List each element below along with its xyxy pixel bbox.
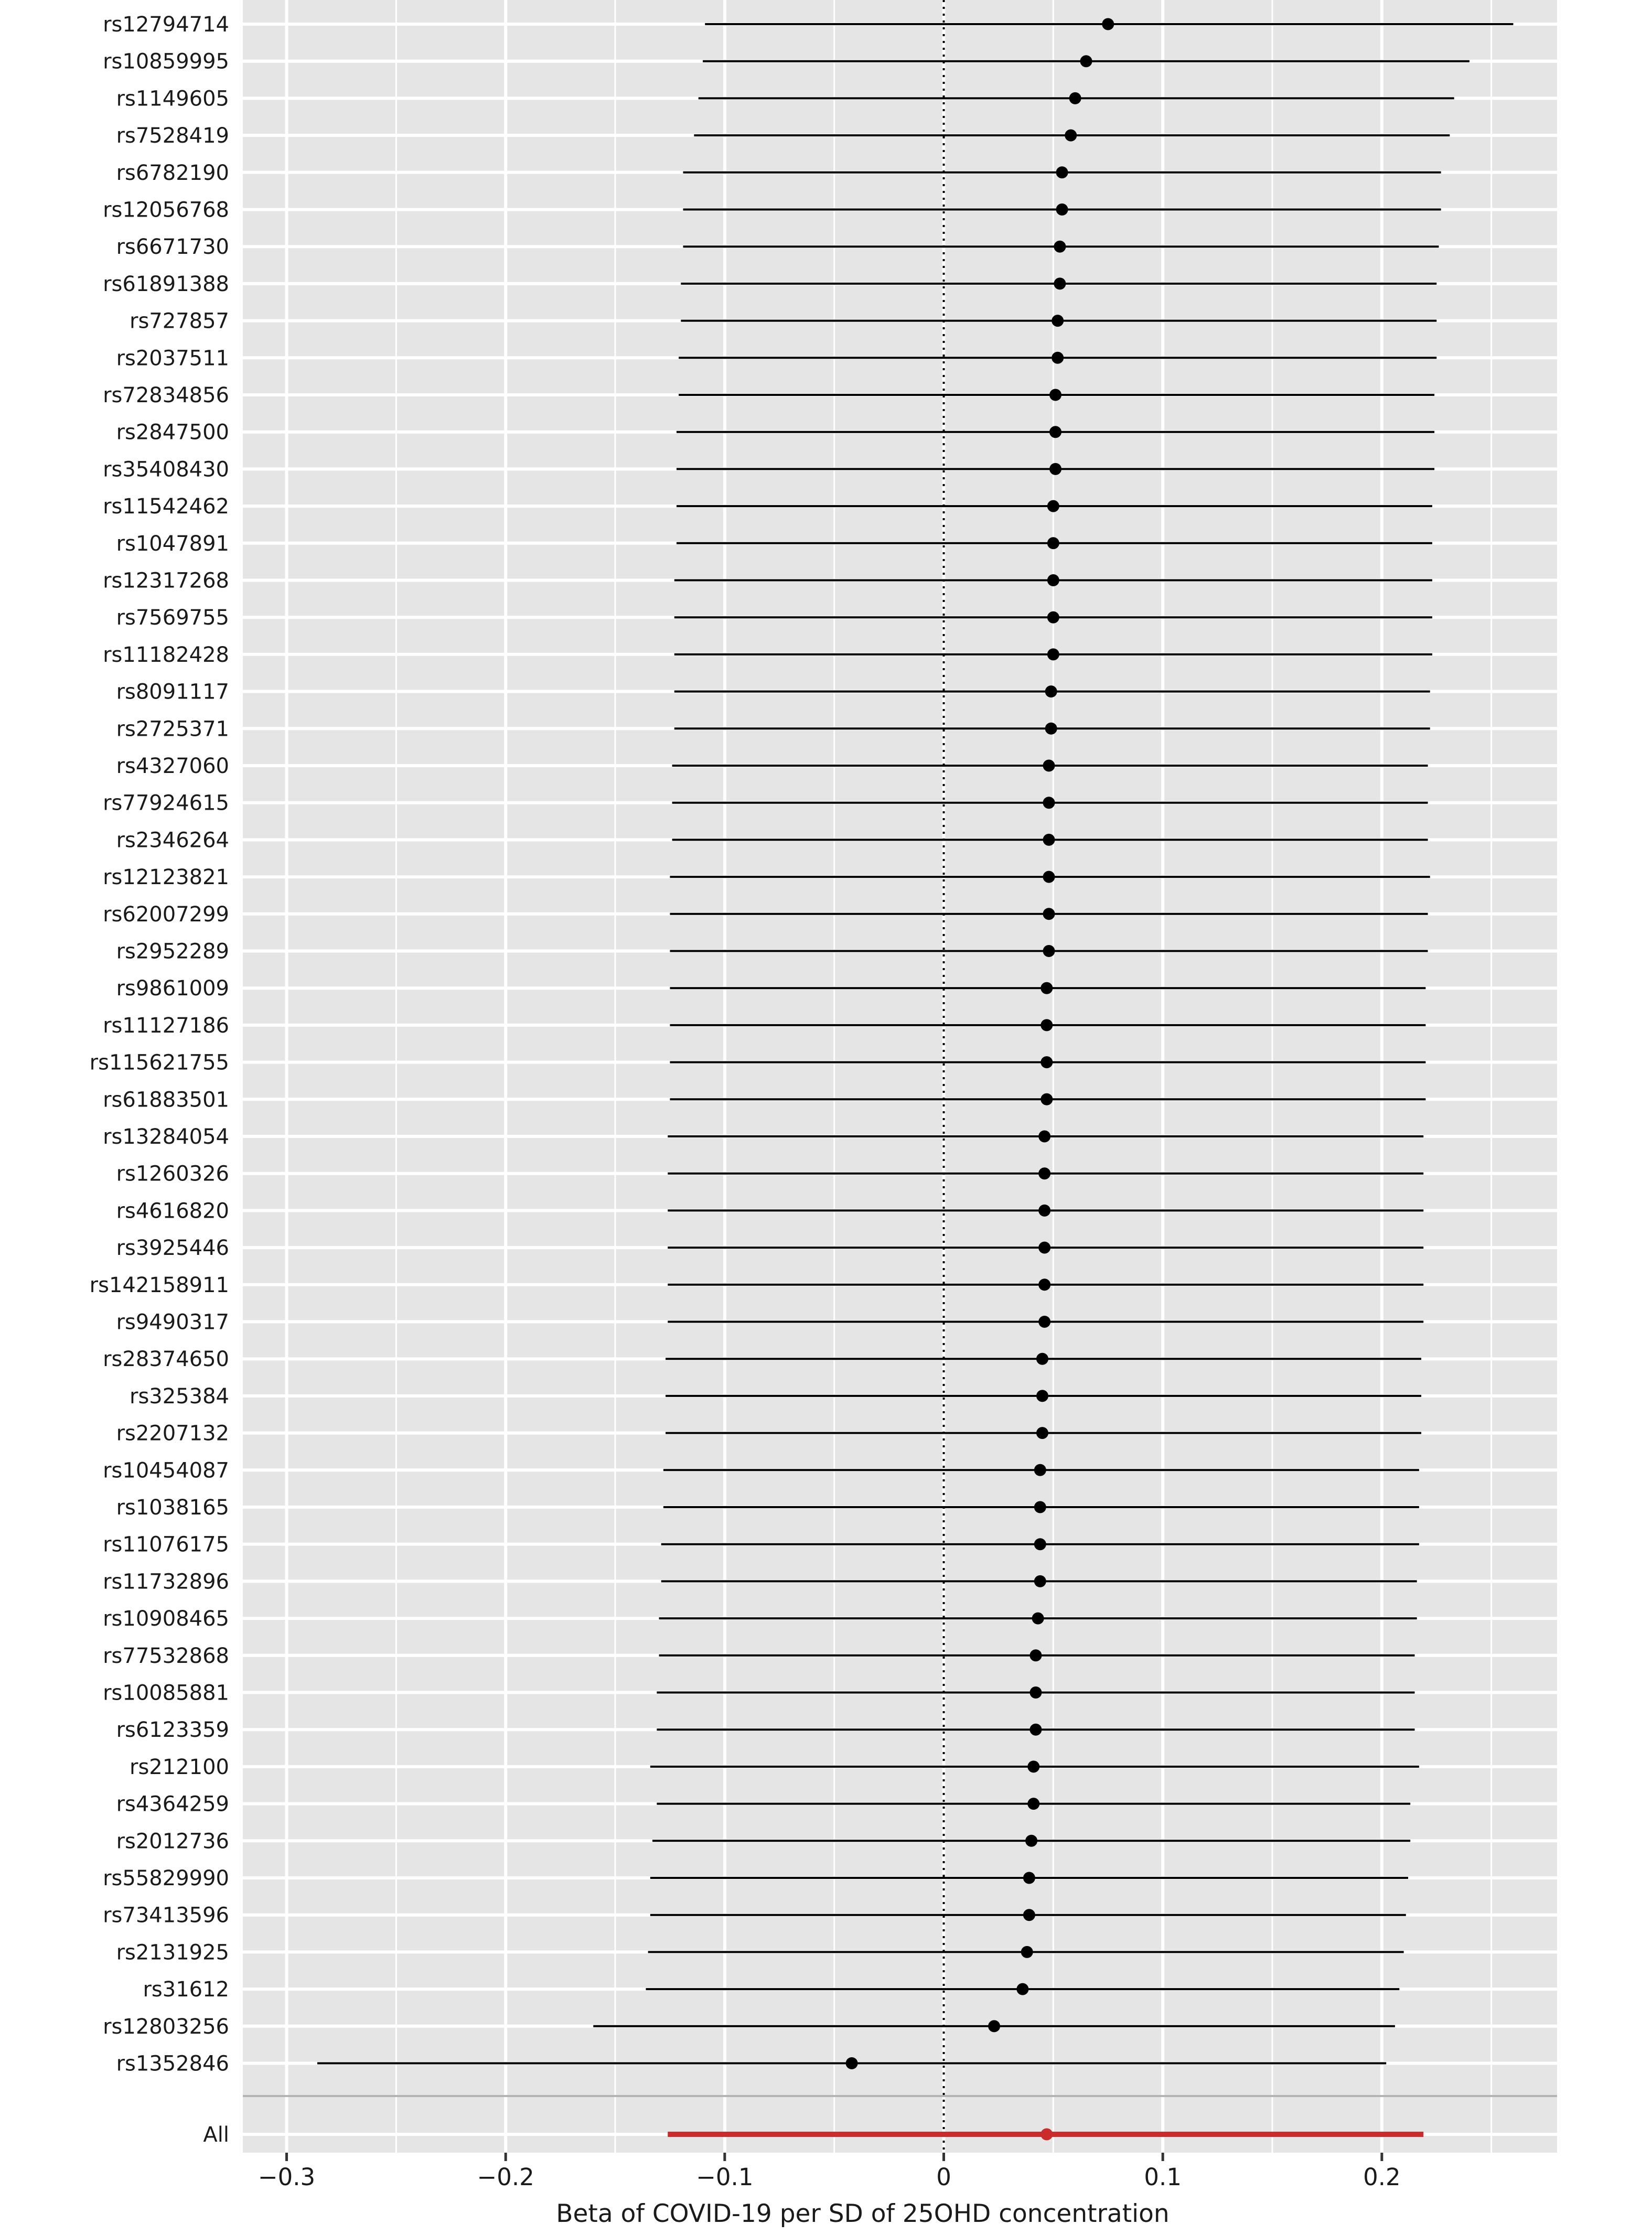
effect-point <box>1025 1835 1037 1847</box>
snp-label: rs11732896 <box>103 1570 229 1594</box>
x-tick-label: −0.2 <box>477 2163 534 2191</box>
effect-point <box>1029 1724 1042 1736</box>
effect-point <box>1065 130 1077 142</box>
effect-point <box>1056 203 1068 216</box>
snp-label: rs55829990 <box>103 1866 229 1890</box>
effect-point <box>1038 1242 1050 1254</box>
effect-point <box>1040 982 1053 994</box>
snp-label: rs1038165 <box>116 1496 229 1520</box>
snp-label: rs4364259 <box>116 1792 229 1817</box>
summary-label: All <box>203 2123 229 2147</box>
effect-point <box>1038 1205 1050 1217</box>
snp-label: rs727857 <box>130 309 229 334</box>
effect-point <box>1043 871 1055 883</box>
effect-point <box>1038 1167 1050 1179</box>
snp-label: rs73413596 <box>103 1903 229 1928</box>
y-axis-snp-labels <box>90 13 229 2147</box>
snp-label: rs142158911 <box>89 1273 229 1297</box>
x-tick-label: 0.2 <box>1363 2163 1401 2191</box>
x-axis-tick-labels <box>258 2163 1401 2191</box>
snp-label: rs11542462 <box>103 495 229 519</box>
effect-point <box>1045 723 1057 735</box>
effect-point <box>1027 1760 1039 1772</box>
snp-label: rs9861009 <box>116 976 229 1001</box>
effect-point <box>1056 166 1068 178</box>
effect-point <box>1069 92 1081 104</box>
snp-label: rs77924615 <box>103 791 229 815</box>
snp-label: rs12794714 <box>103 13 229 37</box>
snp-label: rs2012736 <box>116 1829 229 1854</box>
snp-label: rs2346264 <box>116 828 229 853</box>
snp-label: rs31612 <box>143 1978 229 2002</box>
effect-point <box>1049 389 1061 401</box>
snp-label: rs115621755 <box>89 1050 229 1075</box>
effect-point <box>1034 1538 1046 1550</box>
snp-label: rs10085881 <box>103 1681 229 1705</box>
snp-label: rs6123359 <box>116 1718 229 1743</box>
effect-point <box>1045 685 1057 697</box>
snp-label: rs12803256 <box>103 2014 229 2039</box>
effect-point <box>1047 537 1059 549</box>
snp-label: rs2952289 <box>116 939 229 964</box>
snp-label: rs10859995 <box>103 49 229 74</box>
effect-point <box>1038 1131 1050 1143</box>
snp-label: rs6782190 <box>116 160 229 185</box>
effect-point <box>1040 1056 1053 1068</box>
effect-point <box>1034 1575 1046 1587</box>
effect-point <box>1023 1872 1035 1884</box>
snp-label: rs11127186 <box>103 1013 229 1038</box>
effect-point <box>1052 352 1064 364</box>
snp-label: rs2725371 <box>116 717 229 742</box>
effect-point <box>1043 760 1055 772</box>
snp-label: rs12317268 <box>103 568 229 593</box>
effect-point <box>1023 1909 1035 1921</box>
snp-label: rs2847500 <box>116 420 229 445</box>
snp-label: rs6671730 <box>116 235 229 260</box>
snp-label: rs2207132 <box>116 1421 229 1446</box>
effect-point <box>988 2020 1000 2032</box>
effect-point <box>1027 1798 1039 1810</box>
effect-point <box>1054 241 1066 253</box>
snp-label: rs4616820 <box>116 1199 229 1223</box>
effect-point <box>1036 1390 1048 1402</box>
snp-label: rs212100 <box>130 1755 229 1779</box>
snp-label: rs12123821 <box>103 865 229 890</box>
summary-point <box>1040 2129 1053 2141</box>
snp-label: rs1047891 <box>116 531 229 556</box>
effect-point <box>1102 18 1114 30</box>
effect-point <box>1038 1316 1050 1328</box>
effect-point <box>1080 55 1092 67</box>
snp-label: rs61883501 <box>103 1088 229 1112</box>
effect-point <box>1047 648 1059 660</box>
effect-point <box>1036 1427 1048 1439</box>
effect-point <box>1043 945 1055 957</box>
snp-label: rs7528419 <box>116 124 229 148</box>
snp-label: rs1352846 <box>116 2051 229 2076</box>
x-axis-ticks <box>287 2153 1382 2161</box>
effect-point <box>1054 277 1066 289</box>
effect-point <box>1038 1278 1050 1291</box>
effect-point <box>1043 797 1055 809</box>
x-tick-label: 0 <box>936 2163 951 2191</box>
snp-label: rs11076175 <box>103 1532 229 1557</box>
effect-point <box>1034 1464 1046 1476</box>
x-tick-label: 0.1 <box>1144 2163 1182 2191</box>
snp-label: rs2131925 <box>116 1940 229 1965</box>
effect-point <box>1034 1501 1046 1513</box>
effect-point <box>1049 426 1061 438</box>
snp-label: rs3925446 <box>116 1236 229 1261</box>
snp-label: rs13284054 <box>103 1125 229 1149</box>
effect-point <box>846 2057 858 2069</box>
snp-label: rs1149605 <box>116 87 229 111</box>
effect-point <box>1047 500 1059 512</box>
snp-label: rs10908465 <box>103 1607 229 1631</box>
x-axis-label: Beta of COVID-19 per SD of 25OHD concentration <box>556 2199 1170 2228</box>
effect-point <box>1016 1983 1028 1995</box>
effect-point <box>1036 1353 1048 1365</box>
snp-label: rs77532868 <box>103 1643 229 1668</box>
snp-label: rs7569755 <box>116 606 229 630</box>
snp-label: rs8091117 <box>116 680 229 704</box>
snp-label: rs62007299 <box>103 902 229 927</box>
effect-point <box>1040 1093 1053 1105</box>
plot-panel-background <box>243 0 1557 2153</box>
effect-point <box>1047 611 1059 624</box>
snp-label: rs2037511 <box>116 346 229 371</box>
effect-point <box>1029 1686 1042 1699</box>
snp-label: rs12056768 <box>103 198 229 222</box>
snp-label: rs9490317 <box>116 1310 229 1335</box>
snp-label: rs325384 <box>130 1384 229 1409</box>
snp-label: rs61891388 <box>103 272 229 296</box>
effect-point <box>1029 1649 1042 1661</box>
snp-label: rs35408430 <box>103 457 229 482</box>
effect-point <box>1043 834 1055 846</box>
effect-point <box>1040 1019 1053 1031</box>
snp-label: rs72834856 <box>103 383 229 407</box>
snp-label: rs10454087 <box>103 1458 229 1483</box>
x-tick-label: −0.3 <box>258 2163 316 2191</box>
snp-label: rs1260326 <box>116 1162 229 1186</box>
effect-point <box>1032 1613 1044 1625</box>
x-tick-label: −0.1 <box>696 2163 754 2191</box>
effect-point <box>1047 574 1059 586</box>
effect-point <box>1043 908 1055 920</box>
snp-label: rs4327060 <box>116 754 229 778</box>
effect-point <box>1052 315 1064 327</box>
snp-label: rs11182428 <box>103 642 229 667</box>
effect-point <box>1049 463 1061 475</box>
effect-point <box>1021 1946 1033 1958</box>
snp-label: rs28374650 <box>103 1347 229 1372</box>
